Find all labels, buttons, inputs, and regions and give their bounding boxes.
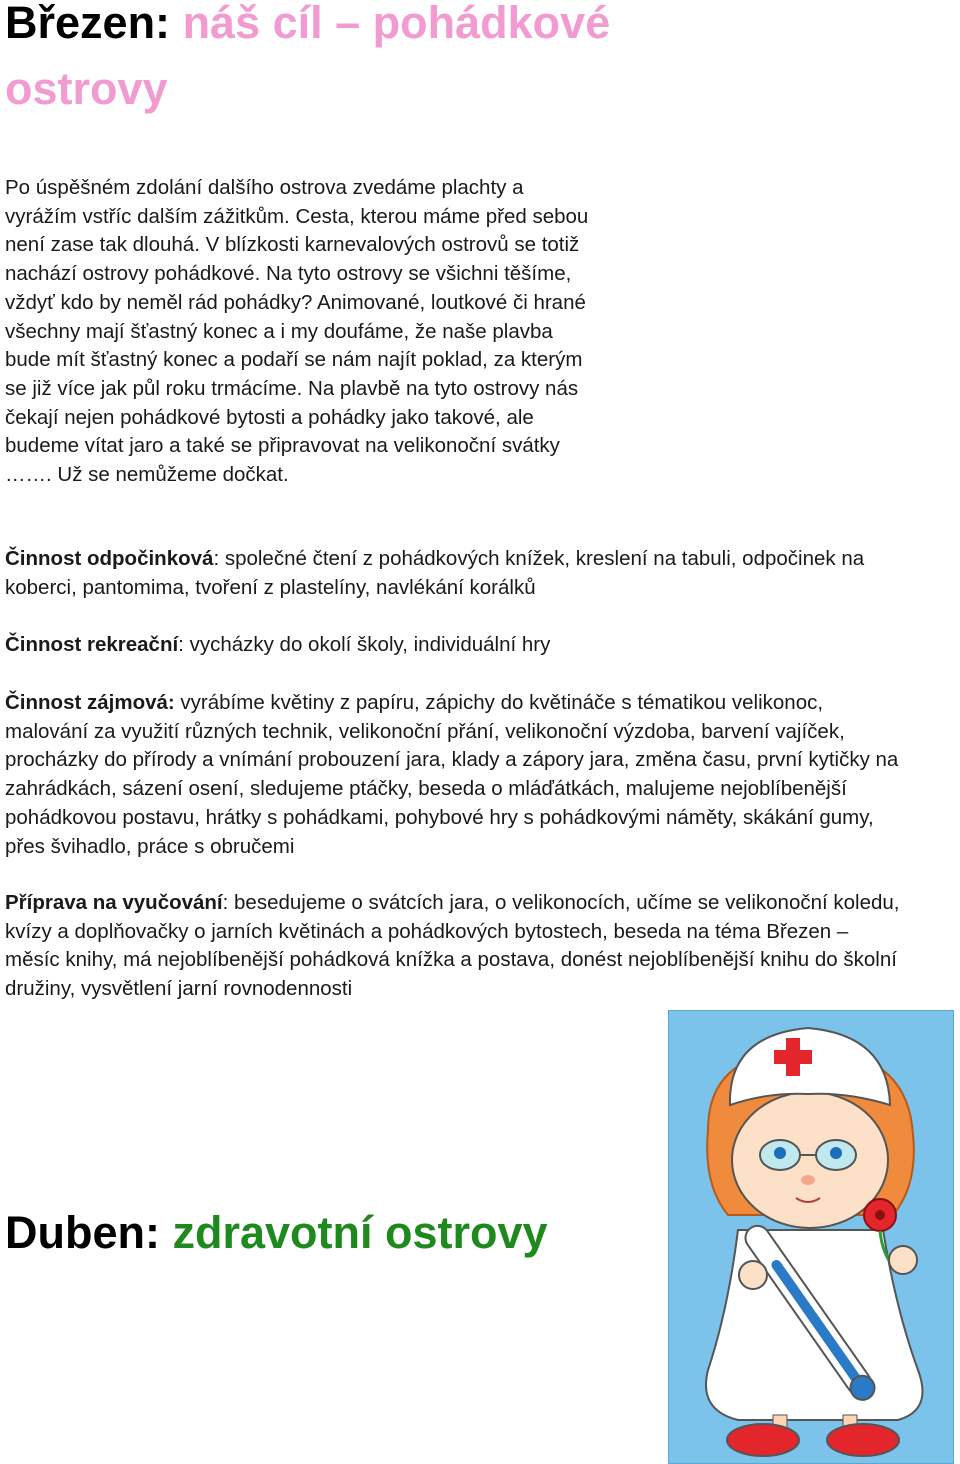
nurse-shoe-left [727,1424,799,1456]
activity-interest-paragraph [5,689,905,861]
march-title [5,0,765,122]
activity-interest-label: Činnost zájmová: [5,691,175,714]
activity-recreation-paragraph [5,631,905,660]
march-title-rest: náš cíl – pohádkové ostrovy [5,0,611,114]
homework-prep-label: Příprava na vyučování [5,891,223,914]
eye-right [830,1147,842,1159]
april-title-rest: zdravotní ostrovy [172,1207,548,1258]
nurse-with-thermometer-illustration [668,1010,954,1464]
activity-interest-text: vyrábíme květiny z papíru, zápichy do květináče s tématikou velikonoc, malování za využití různých technik, velikonoční přání, velikonoční výzdoba, barvení vajíček, procházky do přírody a vnímání probouzení jara, klady a zápory jara, změna času, první kytičky na zahrádkách, sázení osení, sledujeme ptáčky, beseda o mláďátkách, malujeme nejoblíbenější pohádkovou postavu, hrátky s pohádkami, pohybové hry s pohádkovými náměty, skákání gumy, přes švihadlo, práce s obručemi [5,691,899,858]
april-title [5,1200,548,1266]
march-title-lead: Březen: [5,0,171,48]
nose [801,1175,815,1185]
activity-rest-paragraph [5,545,905,602]
red-cross-horizontal [774,1050,812,1064]
homework-prep-text: : besedujeme o svátcích jara, o velikonocích, učíme se velikonoční koledu, kvízy a doplňovačky o jarních květinách a pohádkových bytostech, beseda na téma Březen – měsíc knihy, má nejoblíbenější pohádková knížka a postava, donést nejoblíbenější knihu do školní družiny, vysvětlení jarní rovnodennosti [5,891,900,1001]
nurse-face [732,1092,888,1228]
flower-center [875,1210,885,1220]
activity-rest-text: : společné čtení z pohádkových knížek, kreslení na tabuli, odpočinek na koberci, pantomima, tvoření z plastelíny, navlékání korálků [5,547,865,599]
homework-prep-paragraph [5,889,905,1004]
april-title-lead: Duben: [5,1207,160,1258]
eye-left [774,1147,786,1159]
hand-right [889,1246,917,1274]
march-intro-paragraph: Po úspěšném zdolání dalšího ostrova zvedáme plachty a vyrážím vstříc dalším zážitkům. Cesta, kterou máme před sebou není zase tak dlouhá. V blízkosti karnevalových ostrovů se totiž nachází ostrovy pohádkové. Na tyto ostrovy se všichni těšíme, vždyť kdo by neměl rád pohádky? Animované, loutkové či hrané všechny mají šťastný konec a i my doufáme, že naše plavba bude mít šťastný konec a podaří se nám najít poklad, za kterým se již více jak půl roku trmácíme. Na plavbě na tyto ostrovy nás čekají nejen pohádkové bytosti a pohádky jako takové, ale budeme vítat jaro a také se připravovat na velikonoční svátky ……. Už se nemůžeme dočkat. [5,176,589,487]
nurse-shoe-right [827,1424,899,1456]
activity-recreation-text: : vycházky do okolí školy, individuální hry [178,633,551,656]
hand-left [739,1261,767,1289]
activity-rest-label: Činnost odpočinková [5,547,214,570]
activity-recreation-label: Činnost rekreační [5,633,179,656]
